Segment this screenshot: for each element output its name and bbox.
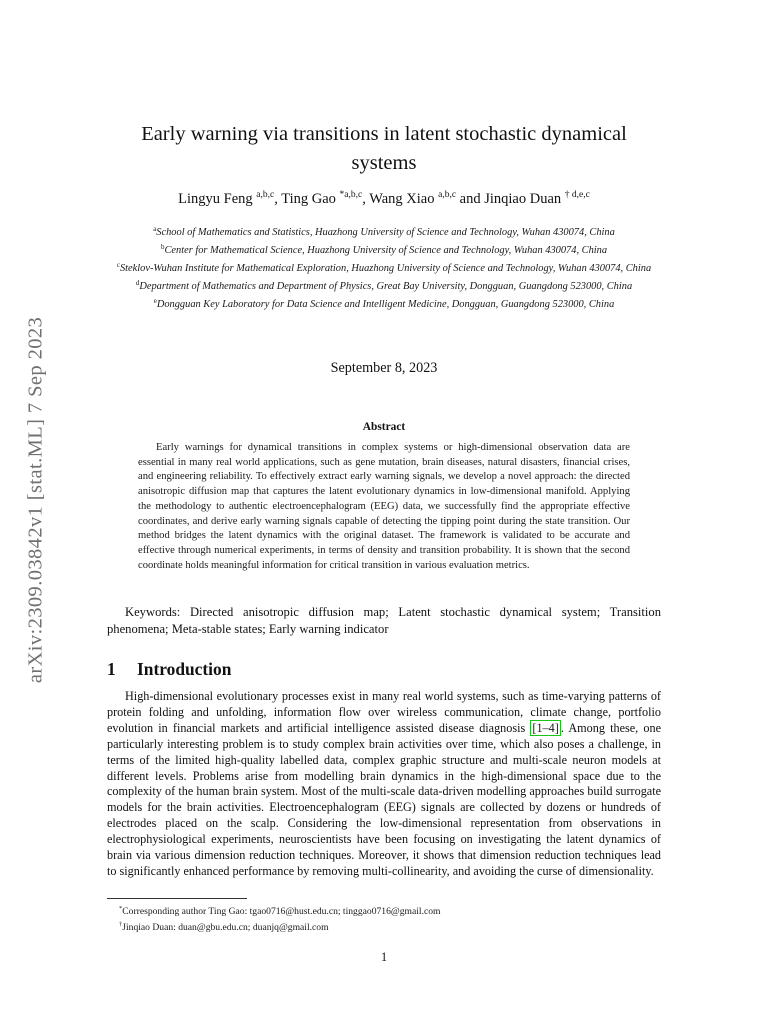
footnote-mark: † <box>119 921 123 929</box>
section-title: Introduction <box>137 659 232 679</box>
affiliation-mark: d <box>135 279 140 287</box>
author-separator: , <box>362 190 370 207</box>
affiliation <box>107 294 661 312</box>
author-list <box>107 190 661 208</box>
affiliation-text: Dongguan Key Laboratory for Data Science and Intelligent Medicine, Dongguan, Guangdong 523000, China <box>156 299 615 310</box>
affiliation <box>107 222 661 240</box>
author-affiliation-marks: † d,e,c <box>564 190 590 200</box>
arxiv-identifier-stamp: arXiv:2309.03842v1 [stat.ML] 7 Sep 2023 <box>24 316 47 684</box>
section-number: 1 <box>107 659 116 679</box>
affiliation <box>107 240 661 258</box>
page-number: 1 <box>380 950 388 964</box>
author-affiliation-marks: *a,b,c <box>339 190 363 200</box>
author-separator: and <box>456 190 485 207</box>
introduction-paragraph <box>107 689 661 880</box>
author-name: Ting Gao <box>281 190 336 207</box>
affiliation-list <box>107 222 661 312</box>
author-name: Jinqiao Duan <box>484 190 562 207</box>
affiliation-text: Department of Mathematics and Department of Physics, Great Bay University, Dongguan, Guangdong 523000, China <box>139 281 633 292</box>
affiliation-mark: a <box>153 225 157 233</box>
publication-date: September 8, 2023 <box>330 360 438 376</box>
footnote <box>107 902 661 918</box>
paper-title: Early warning via transitions in latent stochastic dynamical systems <box>141 123 627 174</box>
affiliation <box>107 258 661 276</box>
author-affiliation-marks: a,b,c <box>256 190 275 200</box>
footnote-list <box>107 902 661 935</box>
footnote-text: Jinqiao Duan: duan@gbu.edu.cn; duanjq@gmail.com <box>122 922 329 934</box>
intro-text-part: High-dimensional evolutionary processes exist in many real world systems, such as time-varying patterns of protein folding and unfolding, information flow over wireless communication, climate change, portfolio evolution in financial markets and artificial intelligence assisted disease diagnosis <box>107 689 661 735</box>
author-name: Wang Xiao <box>369 190 435 207</box>
author-affiliation-marks: a,b,c <box>438 190 457 200</box>
footnote-divider <box>107 898 247 899</box>
author-separator: , <box>274 190 282 207</box>
affiliation-mark: e <box>153 297 157 305</box>
footnote-mark: * <box>119 905 123 912</box>
author-name: Lingyu Feng <box>178 190 253 207</box>
affiliation-text: Steklov-Wuhan Institute for Mathematical Exploration, Huazhong University of Science and Technology, Wuhan 430074, China <box>119 263 652 274</box>
abstract-heading: Abstract <box>362 421 406 433</box>
section-heading <box>107 659 231 680</box>
affiliation-text: School of Mathematics and Statistics, Huazhong University of Science and Technology, Wuhan 430074, China <box>156 227 615 238</box>
abstract-body: Early warnings for dynamical transitions in complex systems or high-dimensional observation data are essential in many real world applications, such as gene mutation, brain diseases, natural disasters, financial crises, and engineering reliability. To effectively extract early warning signals, we develop a novel approach: the directed anisotropic diffusion map that captures the latent evolutionary dynamics in low-dimensional manifold. Applying the methodology to authentic electroencephalogram (EEG) data, we successfully find the appropriate effective coordinates, and derive early warning signals capable of detecting the tipping point during the state transition. Our method bridges the latent dynamics with the original dataset. The framework is validated to be accurate and effective through numerical experiments, in terms of density and transition probability. It is shown that the second coordinate holds meaningful information for critical transition in various evaluation metrics. <box>138 442 630 571</box>
keywords: Keywords: Directed anisotropic diffusion map; Latent stochastic dynamical system; Transition phenomena; Meta-stable states; Early warning indicator <box>107 605 661 636</box>
citation-link[interactable]: [1–4] <box>532 720 559 735</box>
affiliation-mark: b <box>160 243 165 251</box>
intro-text-part: . Among these, one particularly interesting problem is to study complex brain activities over time, which also poses a challenge, in terms of the limited high-quality labelled data, complex graphic structure and multi-scale neuron models at different levels. Problems arise from modelling brain dynamics in the high-dimensional space due to the complexity of the human brain system. Most of the multi-scale data-driven modelling approaches build surrogate models for the brain activities. Electroencephalogram (EEG) signals are collected by dozens or hundreds of electrodes placed on the scalp. Considering the low-dimensional representation from observations in electrophysiological experiments, neuroscientists have been focusing on investigating the latent dynamics of brain via various dimension reduction techniques. Moreover, it shows that dimension reduction techniques lead to significantly enhanced performance by removing multi-collinearity, and avoiding the curse of dimensionality. <box>107 720 661 878</box>
affiliation-mark: c <box>116 261 120 269</box>
affiliation-text: Center for Mathematical Science, Huazhong University of Science and Technology, Wuhan 430074, China <box>164 245 608 256</box>
footnote-text: Corresponding author Ting Gao: tgao0716@hust.edu.cn; tinggao0716@gmail.com <box>122 906 441 918</box>
affiliation <box>107 276 661 294</box>
footnote <box>107 918 661 934</box>
